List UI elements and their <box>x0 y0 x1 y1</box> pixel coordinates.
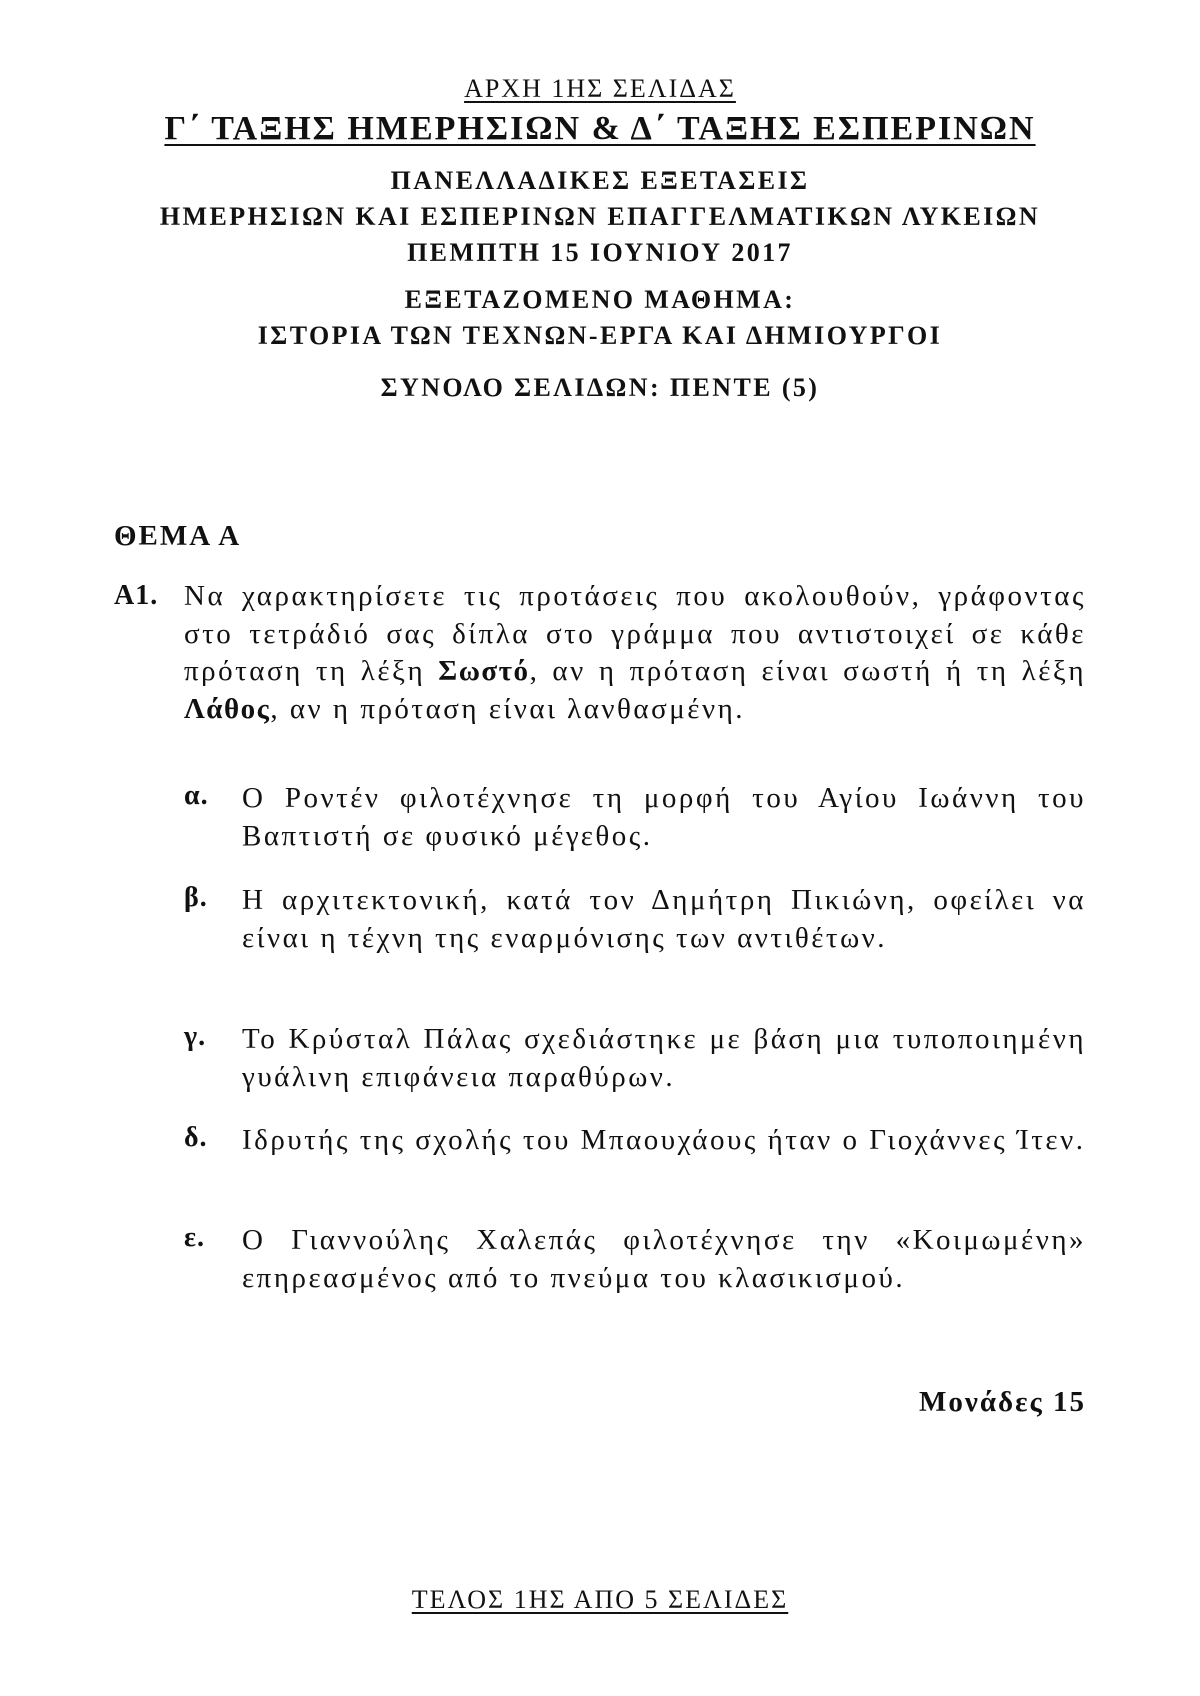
exam-date: ΠΕΜΠΤΗ 15 ΙΟΥΝΙΟΥ 2017 <box>407 238 793 267</box>
exam-title-line2: ΗΜΕΡΗΣΙΩΝ ΚΑΙ ΕΣΠΕΡΙΝΩΝ ΕΠΑΓΓΕΛΜΑΤΙΚΩΝ ΛΥΚΕΙΩΝ <box>159 202 1041 231</box>
theme-title: ΘΕΜΑ Α <box>114 520 242 552</box>
word-wrong: Λάθος <box>184 692 271 725</box>
question-text-part3: , αν η πρόταση είναι λανθασμένη. <box>270 692 746 725</box>
question-label: Α1. <box>114 580 159 611</box>
item-text-b: Η αρχιτεκτονική, κατά τον Δημήτρη Πικιώνη, οφείλει να είναι η τέχνη της εναρμόνισης των αντιθέτων. <box>242 884 1086 954</box>
item-text-a: Ο Ροντέν φιλοτέχνησε τη μορφή του Αγίου Ιωάννη του Βαπτιστή σε φυσικό μέγεθος. <box>242 782 1086 852</box>
question-text <box>184 578 1086 728</box>
page-end-marker: ΤΕΛΟΣ 1ΗΣ ΑΠΟ 5 ΣΕΛΙΔΕΣ <box>411 1585 789 1614</box>
item-label-a: α. <box>184 780 209 811</box>
subject-name: ΙΣΤΟΡΙΑ ΤΩΝ ΤΕΧΝΩΝ-ΕΡΓΑ ΚΑΙ ΔΗΜΙΟΥΡΓΟΙ <box>257 321 943 350</box>
word-correct: Σωστό <box>438 655 530 687</box>
item-label-b: β. <box>184 882 208 913</box>
item-label-e: ε. <box>184 1222 205 1253</box>
class-title: Γ΄ ΤΑΞΗΣ ΗΜΕΡΗΣΙΩΝ & Δ΄ ΤΑΞΗΣ ΕΣΠΕΡΙΝΩΝ <box>164 110 1036 147</box>
total-pages: ΣΥΝΟΛΟ ΣΕΛΙΔΩΝ: ΠΕΝΤΕ (5) <box>380 373 820 402</box>
item-label-d: δ. <box>184 1122 208 1153</box>
subject-label: ΕΞΕΤΑΖΟΜΕΝΟ ΜΑΘΗΜΑ: <box>404 285 796 314</box>
marks-total: Μονάδες 15 <box>919 1386 1086 1418</box>
page-start-marker: ΑΡΧΗ 1ΗΣ ΣΕΛΙΔΑΣ <box>464 74 736 103</box>
exam-title-line1: ΠΑΝΕΛΛΑΔΙΚΕΣ ΕΞΕΤΑΣΕΙΣ <box>390 166 810 195</box>
item-text-c: Το Κρύσταλ Πάλας σχεδιάστηκε με βάση μια τυποποιημένη γυάλινη επιφάνεια παραθύρων. <box>242 1023 1086 1093</box>
item-text-e: Ο Γιαννούλης Χαλεπάς φιλοτέχνησε την «Κοιμωμένη» επηρεασμένος από το πνεύμα του κλασικισμού. <box>242 1224 1086 1294</box>
item-text-d: Ιδρυτής της σχολής του Μπαουχάους ήταν ο Γιοχάννες Ίτεν. <box>242 1124 1086 1156</box>
item-label-c: γ. <box>184 1021 207 1052</box>
question-text-part2: , αν η πρόταση είναι σωστή ή τη λέξη <box>529 655 1086 687</box>
question-text-part1: Να χαρακτηρίσετε τις προτάσεις που ακολουθούν, γράφοντας στο τετράδιό σας δίπλα στο γράμμα που αντιστοιχεί σε κάθε πρόταση τη λέξη <box>184 580 1086 687</box>
